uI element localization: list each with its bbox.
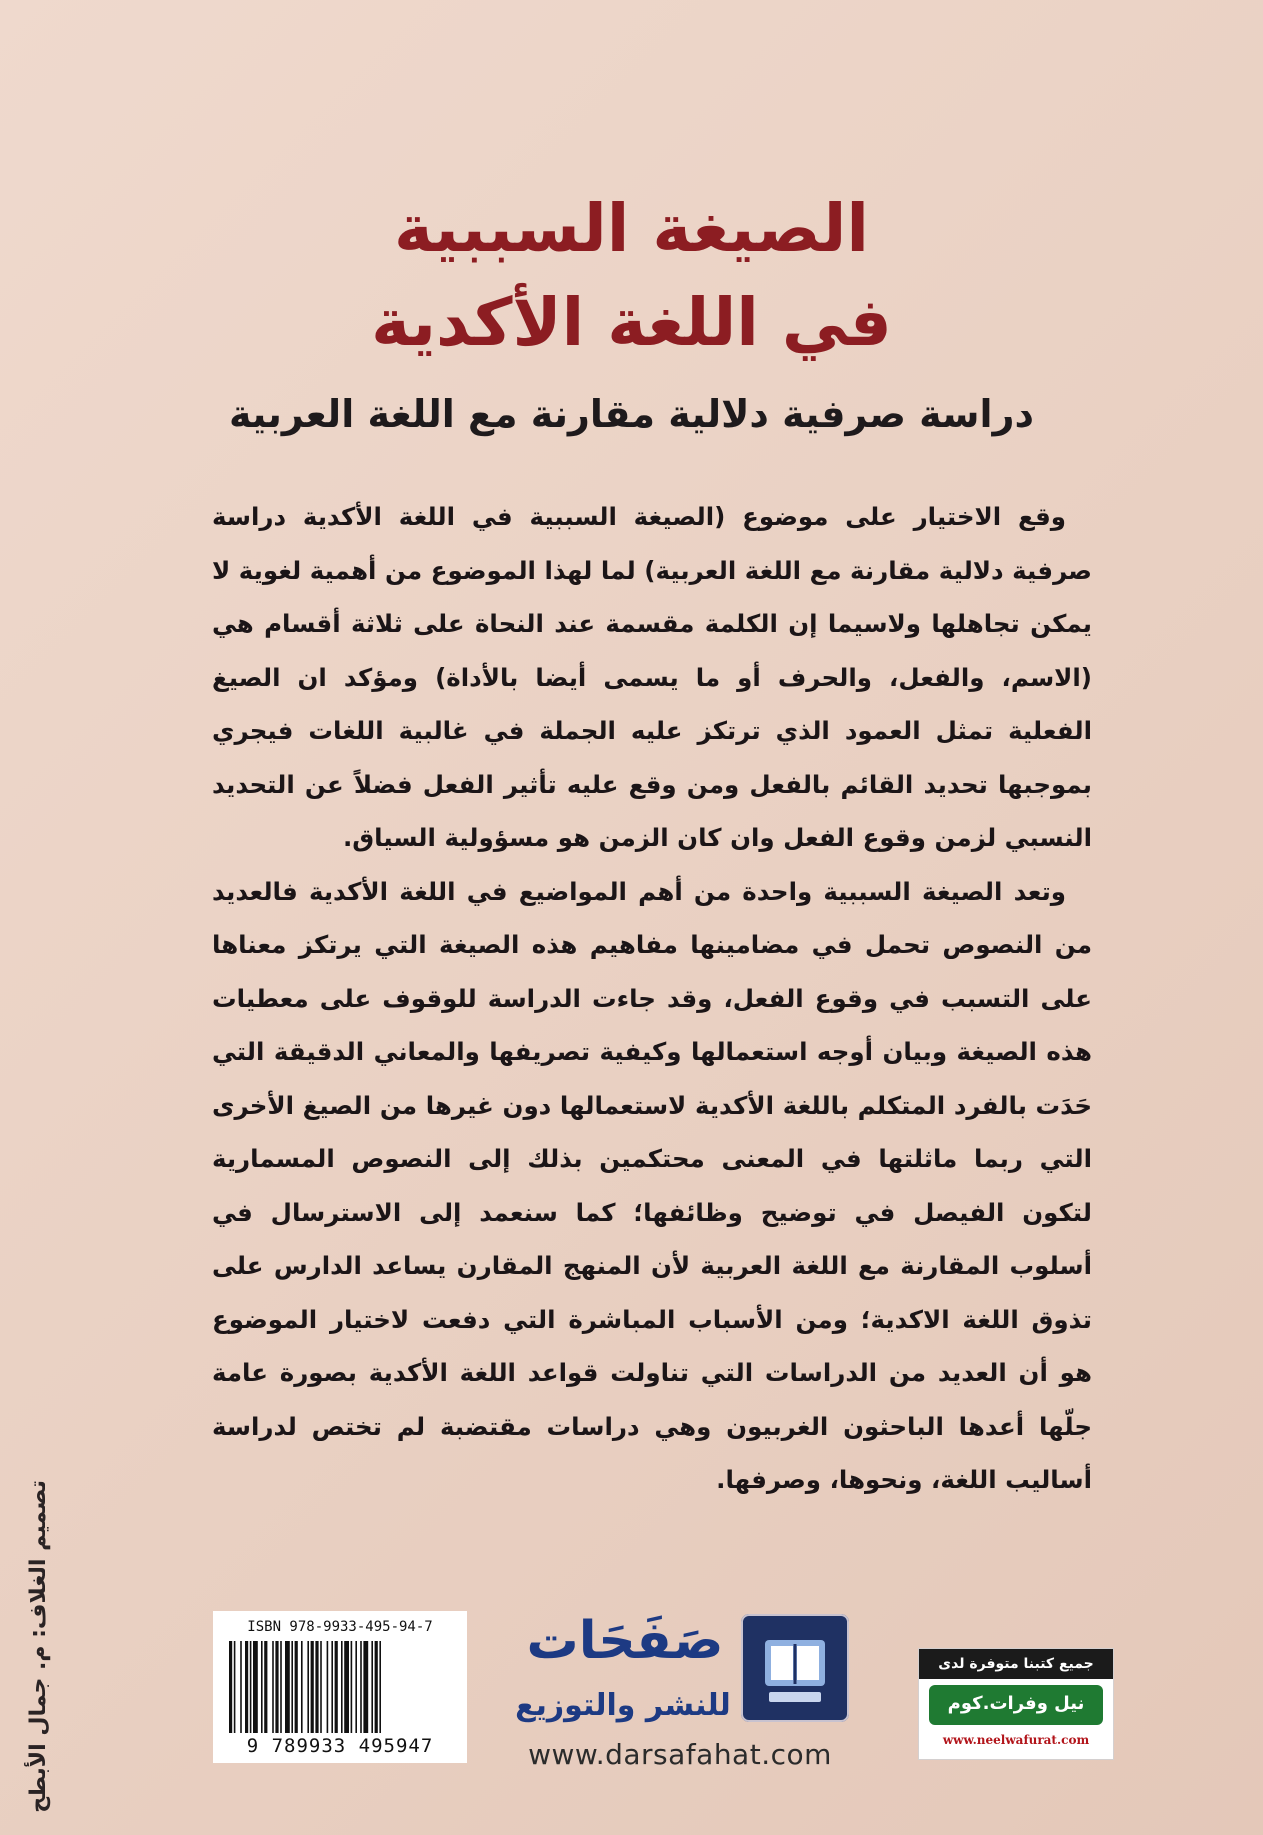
store-url: www.neelwafurat.com xyxy=(942,1733,1090,1747)
publisher-subtitle: للنشر والتوزيع xyxy=(515,1688,731,1723)
store-badge xyxy=(918,1648,1114,1760)
store-name: نيل وفرات.كوم xyxy=(947,1693,1085,1714)
blurb xyxy=(212,490,1092,1507)
publisher-logo xyxy=(741,1614,849,1722)
isbn-label: ISBN 978-9933-495-94-7 xyxy=(247,1619,433,1635)
blurb-paragraph-2: وتعد الصيغة السببية واحدة من أهم المواضيع في اللغة الأكدية فالعديد من النصوص تحمل في مضامينها مفاهيم هذه الصيغة التي يرتكز معناها على التسبب في وقوع الفعل، وقد جاءت الدراسة للوقوف على معطيات هذه الصيغة وبيان أوجه استعمالها وكيفية تصريفها والمعاني الدقيقة التي حَدَت بالفرد المتكلم باللغة الأكدية لاستعمالها دون غيرها من الصيغ الأخرى التي ربما ماثلتها في المعنى محتكمين بذلك إلى النصوص المسمارية لتكون الفيصل في توضيح وظائفها؛ كما سنعمد إلى الاسترسال في أسلوب المقارنة مع اللغة العربية لأن المنهج المقارن يساعد الدارس على تذوق اللغة الاكدية؛ ومن الأسباب المباشرة التي دفعت لاختيار الموضوع هو أن العديد من الدراسات التي تناولت قواعد اللغة الأكدية بصورة عامة جلّها أعدها الباحثون الغربيون وهي دراسات مقتضبة لم تختص لدراسة أساليب اللغة، ونحوها، وصرفها. xyxy=(212,876,1092,1494)
title-line-1: الصيغة السببية xyxy=(393,190,870,267)
title-line-2: في اللغة الأكدية xyxy=(371,284,892,361)
blurb-paragraph-1: وقع الاختيار على موضوع (الصيغة السببية في اللغة الأكدية دراسة صرفية دلالية مقارنة مع اللغة العربية) لما لهذا الموضوع من أهمية لغوية لا يمكن تجاهلها ولاسيما إن الكلمة مقسمة عند النحاة على ثلاثة أقسام هي (الاسم، والفعل، والحرف أو ما يسمى أيضا بالأداة) ومؤكد ان الصيغ الفعلية تمثل العمود الذي ترتكز عليه الجملة في غالبية اللغات فيجري بموجبها تحديد القائم بالفعل ومن وقع عليه تأثير الفعل فضلاً عن التحديد النسبي لزمن وقوع الفعل وان كان الزمن هو مسؤولية السياق. xyxy=(212,502,1092,852)
barcode-box xyxy=(213,1611,467,1763)
subtitle: دراسة صرفية دلالية مقارنة مع اللغة العربية xyxy=(229,392,1034,436)
publisher-url: www.darsafahat.com xyxy=(528,1738,832,1771)
barcode-icon xyxy=(227,1641,453,1733)
publisher-name: صَفَحَات xyxy=(526,1611,724,1671)
store-tagline: جميع كتبنا متوفرة لدى xyxy=(919,1649,1113,1679)
designer-credit: تصميم الغلاف: م. جمال الأبطح xyxy=(26,1480,51,1813)
book-emblem-icon xyxy=(741,1614,849,1722)
isbn-digits: 9 789933 495947 xyxy=(246,1735,434,1757)
